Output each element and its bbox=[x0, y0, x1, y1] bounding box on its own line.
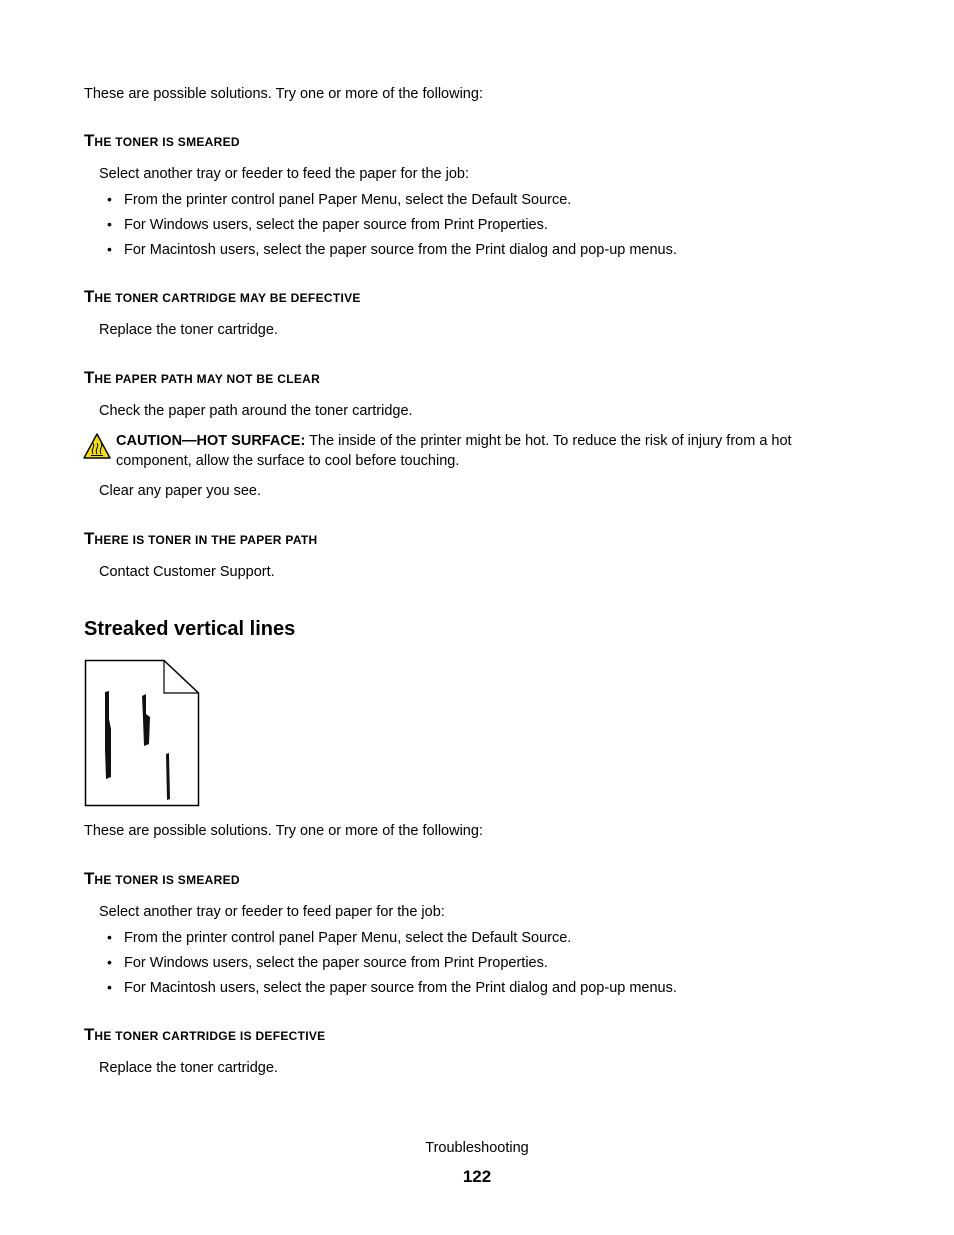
list-item bbox=[107, 189, 571, 210]
streaked-page-illustration bbox=[84, 659, 200, 807]
heading-rest: HE PAPER PATH MAY NOT BE CLEAR bbox=[94, 372, 321, 386]
bullet-icon: • bbox=[107, 954, 112, 970]
list-item-text: For Macintosh users, select the paper source from the Print dialog and pop-up menus. bbox=[124, 980, 677, 996]
heading-toner-smeared bbox=[84, 869, 240, 890]
footer-chapter: Troubleshooting bbox=[425, 1140, 529, 1156]
heading-rest: HERE IS TONER IN THE PAPER PATH bbox=[94, 533, 318, 547]
body-text: Select another tray or feeder to feed the paper for the job: bbox=[99, 166, 469, 182]
caution-line-2: component, allow the surface to cool before touching. bbox=[116, 453, 460, 469]
body-text: Replace the toner cartridge. bbox=[99, 322, 278, 338]
list-item-text: From the printer control panel Paper Menu, select the Default Source. bbox=[124, 192, 572, 208]
bullet-icon: • bbox=[107, 929, 112, 945]
body-text: Select another tray or feeder to feed paper for the job: bbox=[99, 904, 445, 920]
list-item bbox=[107, 952, 548, 973]
body-text: Check the paper path around the toner cartridge. bbox=[99, 403, 413, 419]
heading-initial: T bbox=[84, 131, 95, 150]
list-item-text: From the printer control panel Paper Menu, select the Default Source. bbox=[124, 930, 572, 946]
caution-line-1 bbox=[116, 431, 792, 451]
body-text: Replace the toner cartridge. bbox=[99, 1060, 278, 1076]
heading-initial: T bbox=[84, 529, 95, 548]
heading-toner-in-paper-path bbox=[84, 529, 318, 550]
list-item-text: For Windows users, select the paper source from Print Properties. bbox=[124, 217, 548, 233]
body-text: Contact Customer Support. bbox=[99, 564, 275, 580]
heading-rest: HE TONER IS SMEARED bbox=[94, 873, 240, 887]
hot-surface-warning-icon bbox=[83, 432, 111, 460]
section-title: Streaked vertical lines bbox=[84, 618, 296, 640]
heading-rest: HE TONER CARTRIDGE MAY BE DEFECTIVE bbox=[94, 291, 361, 305]
list-item bbox=[107, 927, 571, 948]
caution-label: CAUTION—HOT SURFACE: bbox=[116, 433, 306, 449]
heading-cartridge-is-defective bbox=[84, 1025, 326, 1046]
heading-cartridge-may-be-defective bbox=[84, 287, 361, 308]
heading-rest: HE TONER CARTRIDGE IS DEFECTIVE bbox=[94, 1029, 326, 1043]
heading-initial: T bbox=[84, 368, 95, 387]
heading-toner-smeared bbox=[84, 131, 240, 152]
bullet-icon: • bbox=[107, 979, 112, 995]
heading-initial: T bbox=[84, 1025, 95, 1044]
list-item bbox=[107, 977, 677, 998]
body-text: Clear any paper you see. bbox=[99, 483, 262, 499]
list-item bbox=[107, 214, 548, 235]
list-item bbox=[107, 239, 677, 260]
caution-text: The inside of the printer might be hot. To reduce the risk of injury from a hot bbox=[305, 433, 792, 449]
bullet-icon: • bbox=[107, 191, 112, 207]
bullet-icon: • bbox=[107, 241, 112, 257]
heading-initial: T bbox=[84, 869, 95, 888]
page-number: 122 bbox=[462, 1167, 492, 1186]
heading-initial: T bbox=[84, 287, 95, 306]
heading-paper-path-not-clear bbox=[84, 368, 320, 389]
bullet-icon: • bbox=[107, 216, 112, 232]
heading-rest: HE TONER IS SMEARED bbox=[94, 135, 240, 149]
intro-text: These are possible solutions. Try one or more of the following: bbox=[84, 823, 483, 839]
list-item-text: For Macintosh users, select the paper source from the Print dialog and pop-up menus. bbox=[124, 242, 677, 258]
list-item-text: For Windows users, select the paper source from Print Properties. bbox=[124, 955, 548, 971]
intro-text: These are possible solutions. Try one or more of the following: bbox=[84, 86, 483, 102]
